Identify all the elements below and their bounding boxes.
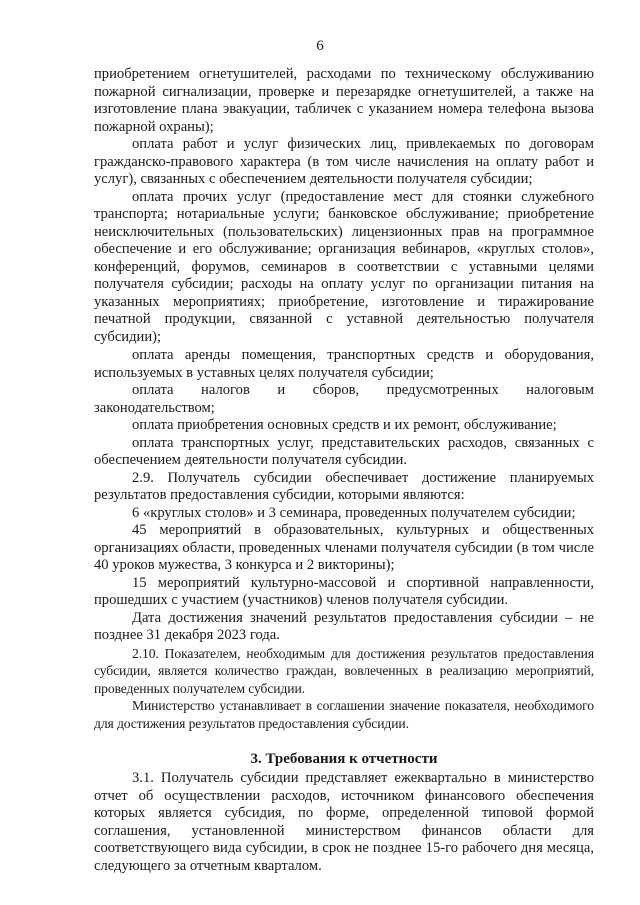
paragraph: 15 мероприятий культурно-массовой и спортивной направленности, прошедших с участием (участников) членов получателя субсидии. xyxy=(94,574,594,608)
paragraph: оплата прочих услуг (предоставление мест для стоянки служебного транспорта; нотариальные услуги; банковское обслуживание; приобретение неисключительных (пользовательских) лицензионных прав на программное обеспечение и его обслуживание; организация вебинаров, «круглых столов», конференций, форумов, семинаров в соответствии с уставными целями получателя субсидии; расходы на оплату услуг по организации питания на указанных мероприятиях; приобретение, изготовление и тиражирование печатной продукции, связанной с уставной деятельностью получателя субсидии); xyxy=(94,188,594,345)
paragraph: оплата налогов и сборов, предусмотренных налоговым законодательством; xyxy=(94,382,594,416)
document-body xyxy=(94,66,594,875)
paragraph: оплата работ и услуг физических лиц, привлекаемых по договорам гражданско-правового характера (в том числе начисления на оплату работ и услуг), связанных с обеспечением деятельности получателя субсидии; xyxy=(94,136,594,187)
paragraph: 6 «круглых столов» и 3 семинара, проведенных получателем субсидии; xyxy=(132,504,576,521)
section-heading: 3. Требования к отчетности xyxy=(250,751,438,767)
paragraph: оплата транспортных услуг, представительских расходов, связанных с обеспечением деятельности получателя субсидии. xyxy=(94,434,594,468)
page-number: 6 xyxy=(316,38,324,54)
paragraph: оплата приобретения основных средств и их ремонт, обслуживание; xyxy=(132,417,557,433)
paragraph: приобретением огнетушителей, расходами по техническому обслуживанию пожарной сигнализации, проверке и перезарядке огнетушителей, а также на изготовление плана эвакуации, табличек с указанием номера телефона вызова пожарной охраны); xyxy=(94,66,594,135)
paragraph: Дата достижения значений результатов предоставления субсидии – не позднее 31 декабря 2023 года. xyxy=(94,609,594,643)
paragraph: 2.9. Получатель субсидии обеспечивает достижение планируемых результатов предоставления субсидии, которыми являются: xyxy=(94,469,594,503)
paragraph: 45 мероприятий в образовательных, культурных и общественных организациях области, проведенных членами получателя субсидии (в том числе 40 уроков мужества, 3 конкурса и 2 викторины); xyxy=(94,522,594,573)
paragraph: 3.1. Получатель субсидии представляет ежеквартально в министерство отчет об осуществлении расходов, источником финансового обеспечения которых является субсидия, по форме, определенной типовой формой соглашения, установленной министерством финансов области для соответствующего вида субсидии, в срок не позднее 15-го рабочего дня месяца, следующего за отчетным кварталом. xyxy=(94,770,594,874)
paragraph: оплата аренды помещения, транспортных средств и оборудования, используемых в уставных целях получателя субсидии; xyxy=(94,347,594,381)
paragraph: 2.10. Показателем, необходимым для достижения результатов предоставления субсидии, является количество граждан, вовлеченных в реализацию мероприятий, проведенных получателем субсидии. xyxy=(94,645,594,696)
paragraph: Министерство устанавливает в соглашении значение показателя, необходимого для достижения результатов предоставления субсидии. xyxy=(94,698,594,731)
